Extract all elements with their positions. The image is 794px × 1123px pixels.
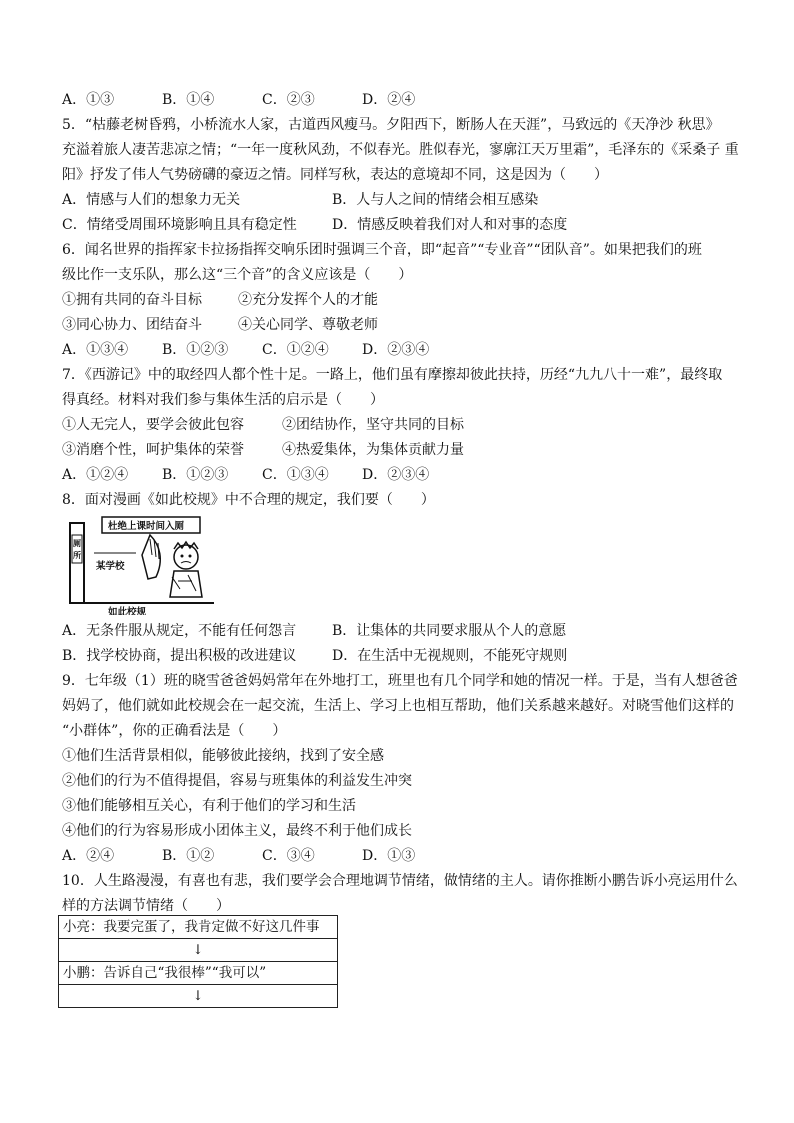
question-text: 样的方法调节情绪（ ） xyxy=(62,898,230,914)
statement: ③消磨个性，呵护集体的荣誉 xyxy=(62,442,244,458)
statement: ③他们能够相互关心，有利于他们的学习和生活 xyxy=(62,798,356,814)
option-b[interactable]: B．让集体的共同要求服从个人的意愿 xyxy=(332,623,567,639)
question-text: 妈妈了，他们就如此校规会在一起交流，生活上、学习上也相互帮助，他们关系越来越好。对晓雪他们这样的 xyxy=(62,698,734,714)
flow-step-xiaoliang: 小亮：我要完蛋了，我肯定做不好这几件事 xyxy=(59,916,338,939)
question-text: 得真经。材料对我们参与集体生活的启示是（ ） xyxy=(62,392,384,408)
option-a[interactable]: A．①③④ xyxy=(62,342,129,358)
option-d[interactable]: D．①③ xyxy=(362,848,416,864)
option-b[interactable]: B．①④ xyxy=(162,92,215,108)
statement: ④热爱集体，为集体贡献力量 xyxy=(282,442,464,458)
options-row xyxy=(62,619,742,644)
question-6 xyxy=(62,238,742,363)
exam-page xyxy=(62,88,742,919)
option-d[interactable]: D．②③④ xyxy=(362,467,430,483)
statements-row xyxy=(62,288,742,313)
option-c[interactable]: C．②③ xyxy=(262,92,315,108)
question-text: 8．面对漫画《如此校规》中不合理的规定，我们要（ ） xyxy=(62,492,435,508)
option-b[interactable]: B．①②③ xyxy=(162,342,229,358)
cartoon-drawing xyxy=(68,515,218,615)
statements-row xyxy=(62,438,742,463)
option-d[interactable]: D．②③④ xyxy=(362,342,430,358)
question-text: 6．闻名世界的指挥家卡拉扬指挥交响乐团时强调三个音，即“起音”“专业音”“团队音”。如果把我们的班 xyxy=(62,242,702,258)
question-text: 5．“枯藤老树昏鸦，小桥流水人家，古道西风瘦马。夕阳西下，断肠人在天涯”，马致远的《天净沙 秋思》 xyxy=(62,117,720,133)
cartoon-caption: 如此校规 xyxy=(108,607,147,615)
cartoon-sign-text: 杜绝上课时间入厕 xyxy=(108,521,185,532)
flow-table xyxy=(58,915,338,1008)
question-text: 充溢着旅人凄苦悲凉之情；“一年一度秋风劲，不似春光。胜似春光，寥廓江天万里霜”，毛泽东的《采桑子 重 xyxy=(62,142,739,158)
statement: ②团结协作，坚守共同的目标 xyxy=(282,417,464,433)
question-text: 级比作一支乐队，那么这“三个音”的含义应该是（ ） xyxy=(62,267,413,283)
statement: ④他们的行为容易形成小团体主义，最终不利于他们成长 xyxy=(62,823,412,839)
q4-options xyxy=(62,88,742,113)
cartoon-toilet-label-2: 所 xyxy=(73,551,81,560)
question-10 xyxy=(62,869,742,919)
option-b[interactable]: B．人与人之间的情绪会相互感染 xyxy=(332,192,539,208)
cartoon-image xyxy=(68,515,218,615)
question-9 xyxy=(62,669,742,869)
options-row xyxy=(62,213,742,238)
statement: ②他们的行为不值得提倡，容易与班集体的利益发生冲突 xyxy=(62,773,412,789)
question-text: 阳》抒发了伟人气势磅礴的豪迈之情。同样写秋，表达的意境却不同，这是因为（ ） xyxy=(62,167,608,183)
options-row xyxy=(62,463,742,488)
option-c[interactable]: C．①③④ xyxy=(262,467,329,483)
option-a[interactable]: A．①③ xyxy=(62,92,115,108)
option-b[interactable]: B．①② xyxy=(162,848,215,864)
option-c[interactable]: B．找学校协商，提出积极的改进建议 xyxy=(62,648,297,664)
statements-row xyxy=(62,413,742,438)
statement: ④关心同学、尊敬老师 xyxy=(238,317,378,333)
option-a[interactable]: A．①②④ xyxy=(62,467,129,483)
question-8 xyxy=(62,488,742,669)
cartoon-toilet-label-1: 厕 xyxy=(73,539,81,548)
option-a[interactable]: A．无条件服从规定，不能有任何怨言 xyxy=(62,623,297,639)
flow-arrow: ↓ xyxy=(59,985,338,1008)
option-d[interactable]: D．在生活中无视规则，不能死守规则 xyxy=(332,648,568,664)
option-d[interactable]: D．②④ xyxy=(362,92,416,108)
flow-step-xiaopeng: 小鹏：告诉自己“我很棒”“我可以” xyxy=(59,962,338,985)
option-a[interactable]: A．情感与人们的想象力无关 xyxy=(62,192,241,208)
option-c[interactable]: C．③④ xyxy=(262,848,315,864)
question-5 xyxy=(62,113,742,238)
options-row xyxy=(62,644,742,669)
statement: ①拥有共同的奋斗目标 xyxy=(62,292,202,308)
option-a[interactable]: A．②④ xyxy=(62,848,115,864)
option-d[interactable]: D．情感反映着我们对人和对事的态度 xyxy=(332,217,568,233)
cartoon-school-label: 某学校 xyxy=(96,561,125,572)
question-text: 9．七年级（1）班的晓雪爸爸妈妈常年在外地打工，班里也有几个同学和她的情况一样。于是，当有人想爸爸 xyxy=(62,673,738,689)
option-c[interactable]: C．①②④ xyxy=(262,342,329,358)
question-text: 10．人生路漫漫，有喜也有悲，我们要学会合理地调节情绪，做情绪的主人。请你推断小鹏告诉小亮运用什么 xyxy=(62,873,738,889)
question-text: 7．《西游记》中的取经四人都个性十足。一路上，他们虽有摩擦却彼此扶持，历经“九九八十一难”，最终取 xyxy=(62,367,723,383)
statement: ②充分发挥个人的才能 xyxy=(238,292,378,308)
question-7 xyxy=(62,363,742,488)
statement: ①他们生活背景相似，能够彼此接纳，找到了安全感 xyxy=(62,748,384,764)
question-text: “小群体”，你的正确看法是（ ） xyxy=(62,723,287,739)
statement: ③同心协力、团结奋斗 xyxy=(62,317,202,333)
options-row xyxy=(62,338,742,363)
statement: ①人无完人，要学会彼此包容 xyxy=(62,417,244,433)
option-c[interactable]: C．情绪受周围环境影响且具有稳定性 xyxy=(62,217,297,233)
flow-arrow: ↓ xyxy=(59,939,338,962)
option-b[interactable]: B．①②③ xyxy=(162,467,229,483)
statements-row xyxy=(62,313,742,338)
options-row xyxy=(62,844,742,869)
options-row xyxy=(62,188,742,213)
